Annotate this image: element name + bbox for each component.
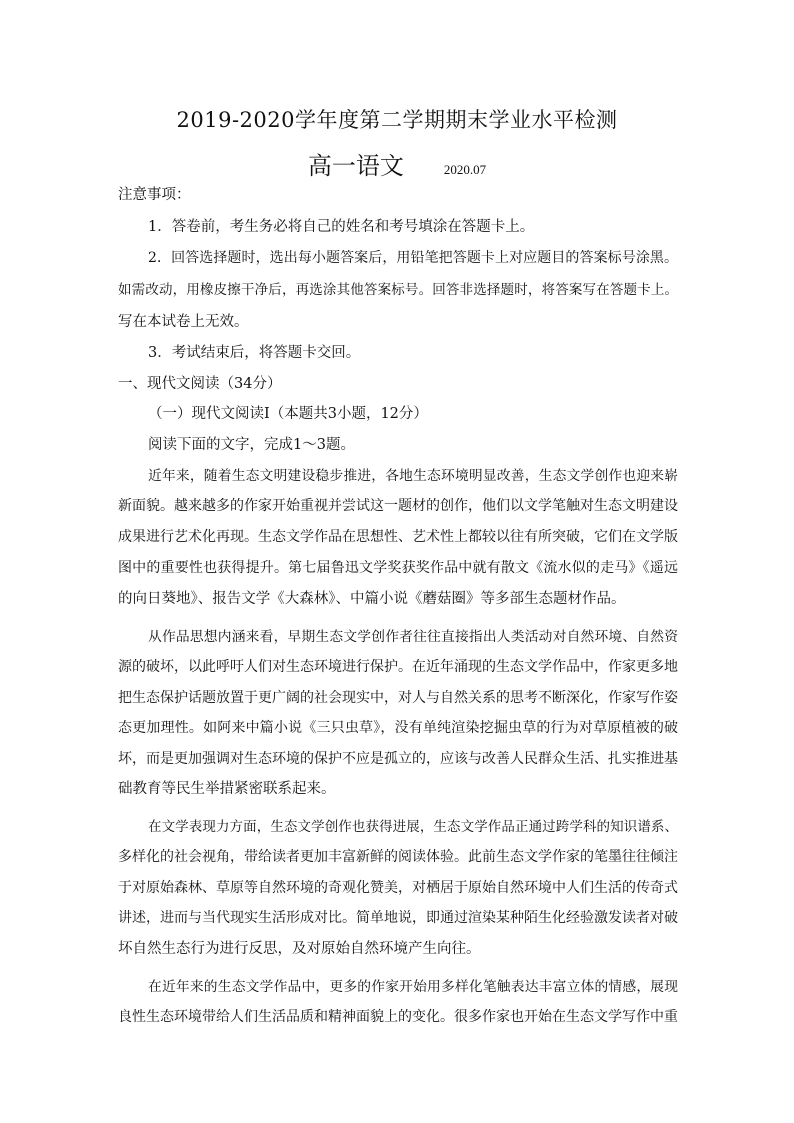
passage-p2-line-4: 态更加理性。如阿来中篇小说《三只虫草》，没有单纯渲染挖掘虫草的行为对草原植被的破 <box>118 720 678 736</box>
section-1-heading: 一、现代文阅读（34分） <box>118 376 282 392</box>
subsection-1-heading: （一）现代文阅读Ⅰ（本题共3小题，12分） <box>148 406 428 422</box>
passage-p4-line-1: 在近年来的生态文学作品中，更多的作家开始用多样化笔触表达丰富立体的情感，展现 <box>148 979 678 995</box>
exam-title: 2019-2020学年度第二学期期末学业水平检测 <box>176 108 618 132</box>
passage-p2-line-3: 把生态保护话题放置于更广阔的社会现实中，对人与自然关系的思考不断深化，作家写作姿 <box>118 690 678 706</box>
subject-title: 高一语文 <box>307 152 404 180</box>
exam-date: 2020.07 <box>443 162 487 177</box>
passage-p1-line-4: 图中的重要性也获得提升。第七届鲁迅文学奖获奖作品中就有散文《流水似的走马》《遥远 <box>118 560 678 576</box>
reading-instruction: 阅读下面的文字，完成1～3题。 <box>148 437 355 453</box>
passage-p1-line-5: 的向日葵地》、报告文学《大森林》、中篇小说《蘑菇圈》等多部生态题材作品。 <box>118 591 626 607</box>
passage-p3-line-3: 于对原始森林、草原等自然环境的奇观化赞美，对栖居于原始自然环境中人们生活的传奇式 <box>118 880 678 896</box>
notice-item-3: 3．考试结束后，将答题卡交回。 <box>148 345 361 361</box>
notice-item-2-line-1: 2．回答选择题时，选出每小题答案后，用铅笔把答题卡上对应题目的答案标号涂黑。 <box>148 250 678 266</box>
notice-item-2-line-3: 写在本试卷上无效。 <box>118 314 249 330</box>
passage-p3-line-2: 多样化的社会视角，带给读者更加丰富新鲜的阅读体验。此前生态文学作家的笔墨往往倾注 <box>118 849 678 865</box>
notice-item-2-line-2: 如需改动，用橡皮擦干净后，再选涂其他答案标号。回答非选择题时，将答案写在答题卡上。 <box>118 282 678 298</box>
passage-p2-line-1: 从作品思想内涵来看，早期生态文学创作者往往直接指出人类活动对自然环境、自然资 <box>148 629 678 645</box>
notice-item-1: 1．答卷前，考生务必将自己的姓名和考号填涂在答题卡上。 <box>148 219 535 235</box>
passage-p3-line-1: 在文学表现力方面，生态文学创作也获得进展，生态文学作品正通过跨学科的知识谱系、 <box>148 819 678 835</box>
passage-p2-line-6: 础教育等民生举措紧密联系起来。 <box>118 781 336 797</box>
passage-p1-line-1: 近年来，随着生态文明建设稳步推进，各地生态环境明显改善，生态文学创作也迎来崭 <box>148 468 678 484</box>
notice-heading: 注意事项： <box>118 187 191 203</box>
passage-p1-line-3: 成果进行艺术化再现。生态文学作品在思想性、艺术性上都较以往有所突破，它们在文学版 <box>118 529 678 545</box>
passage-p4-line-2: 良性生态环境带给人们生活品质和精神面貌上的变化。很多作家也开始在生态文学写作中重 <box>118 1009 678 1025</box>
passage-p1-line-2: 新面貌。越来越多的作家开始重视并尝试这一题材的创作，他们以文学笔触对生态文明建设 <box>118 498 678 514</box>
subtitle-row <box>0 146 794 181</box>
passage-p2-line-5: 坏，而是更加强调对生态环境的保护不应是孤立的，应该与改善人民群众生活、扎实推进基 <box>118 751 678 767</box>
passage-p2-line-2: 源的破坏，以此呼吁人们对生态环境进行保护。在近年涌现的生态文学作品中，作家更多地 <box>118 659 678 675</box>
passage-p3-line-5: 坏自然生态行为进行反思，及对原始自然环境产生向往。 <box>118 941 481 957</box>
passage-p3-line-4: 讲述，进而与当代现实生活形成对比。简单地说，即通过渲染某种陌生化经验激发读者对破 <box>118 910 678 926</box>
